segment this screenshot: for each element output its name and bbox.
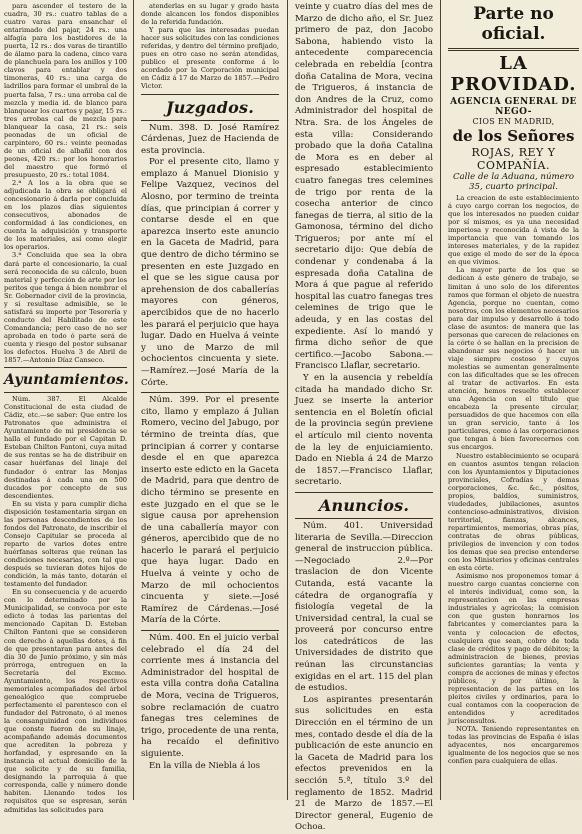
- agency-de: de: [452, 127, 473, 145]
- paragraph: Num. 398. D. José Ramírez Cárdenas, Juez de Hacienda de esta provincia.: [141, 122, 279, 156]
- column-3: [290, 2, 438, 833]
- agency-address: Calle de la Aduana, número 35, cuarto principal.: [452, 172, 574, 192]
- paragraph: La mayor parte de los que se dedican á este género de trabajo, se limitan á uno solo de los diferentes ramos que forman el objeto de nuestra Agencia, porque no cuentan, como nosotros, con los elementos necesarios para dar impulso y desarrollo á todo clase de asuntos: de manera que las personas que carecen de relaciones en la córte ó se hallan en la precision de abandonar sus negocios ó hacer un viaje siempre costoso y cuyos molestias se aumentan generalmente con las dificultades que se les ofrecen al tratar de activarlos. En esta atención, hemos resuelto establecer una Agencia con el título que encabeza la presente circular, persuadidos de que hacemos con ella un gran servicio, tanto á los particulares, como á las corporaciones que tengan á bien favorecernos con sus encargos.: [448, 266, 579, 452]
- paragraph: Núm. 399. Por el presente cito, llamo y emplazo á Julian Romero, vecino del Jabugo, por término de treinta días, que principian á correr y contarse desde el en que aparezca inserto este edicto en la Gaceta de Madrid, para que dentro de dicho término se presente en este juzgado en el que se le sigue causa por aprehension de una caballería mayor con géneros, apercibido que de no hacerlo le parará el perjuicio que haya lugar. Dado en Huelva á veinte y ocho de Marzo de mil ochocientos cincuenta y siete.—José Ramírez de Cárdenas.—José María de la Córte.: [141, 395, 279, 626]
- section-heading-ayuntamientos: Ayuntamientos.: [4, 372, 129, 389]
- column-rule: [133, 0, 134, 800]
- column-4: [443, 2, 579, 796]
- part-title: Parte no oficial.: [473, 4, 554, 44]
- paragraph: Y para que las interesadas puedan hacer sus solicitudes con las condiciones referidas, y dentro del término prefijado, pues en otro caso no serán atendidas, publico el presente conforme á lo acordado por la Corporación municipal en Cádiz á 17 de Marzo de 1857.—Pedro Victor.: [141, 26, 279, 91]
- paragraph: Asimismo nos proponemos tomar á nuestro cargo cuantas concierne con el interés individual, como son, la representacion en las empresas industriales y agrícolas; la comision con que gusten honrarnos los fabricantes y comerciantes para la venta y colocacion de efectos, cualquiera que sean, cobro de toda clase de créditos y pago de débitos; la administracion de bienes, previas suficientes garantías; la venta y compra de acciones de minas y efectos públicos, y por último, la representacion de las partes en los pleitos civiles y ordinarios, para lo cual contamos con la cooperacion de entendidos y acreditados jurisconsultos.: [448, 572, 579, 726]
- paragraph: Núm. 400. En el juicio verbal celebrado el día 24 del corriente mes á instancia del Administrador del hospital de esta villa contra doña Catalina de Mora, vecina de Trigueros, sobre reclamación de cuatro fanegas tres celemines de trigo, procedente de una renta, ha recaído el definitivo siguiente.: [141, 633, 279, 759]
- divider: [141, 630, 279, 631]
- paragraph: Núm. 401. Universidad literaria de Sevilla.—Direccion general de instruccion pública.—Negociado 2.º—Por traslacion de don Vicente Cutanda, está vacante la cátedra de organografía y fisiología vegetal de la Universidad central, la cual se proveerá por concurso entre los catedráticos de las Universidades de distrito que reúnan las circunstancias exigidas en el art. 115 del plan de estudios.: [295, 520, 433, 694]
- paragraph: Y en la ausencia y rebeldía citada ha mandado dicho Sr. Juez se inserte la anterior sentencia en el Boletín oficial de la provincia según previene el artículo mil ciento noventa de la ley de enjuiciamiento. Dado en Niebla á 24 de Marzo de 1857.—Francisco Llaflar, secretario.: [295, 373, 433, 488]
- paragraph: Nuestro establecimiento se ocupará en cuantos asuntos tengan relacion con los Ayuntamientos y Diputaciones provinciales, Cofradías y demas corporaciones, &c. &c., pósitos, propios, baldíos, suministros, viudedades, jubilaciones, asuntos contencioso-administrativos, division territorial, fianzas, alcances, repartimientos, memorias, obras pías, contratas de obras públicas, privilegios de invencion y con todos los demas que sea preciso entenderse con los Ministerios y oficinas centrales en esta córte.: [448, 451, 579, 573]
- paragraph: En su consecuencia y de acuerdo con lo determinado por la Municipalidad, se convoca por este edicto á todas las parientas del mencionado Capitan D. Esteban Chilton Fantoni que se consideren con derecho á aquellas dotes, á fin de que presentaran para antes del día 30 de Junio próximo, y sin más prórroga, entreguen en la Secretaría del Excmo. Ayuntamiento, los respectivos memoriales acompañados del árbol genealógico que compruebe perfectamente el parentesco con el fundador del Patronato, ó al menos la consanguinidad con individuos que conste fueron de su linaje, acompañando además documentos que acrediten la pobreza y horfandad, y espresando en la instancia el actual domicilio de la que solicite y de su familia, designando la parroquia á que corresponda, calle y número donde habiten. Llenando todos los requisitos que se espresan, serán admitidas las solicitudes para: [4, 588, 127, 814]
- paragraph: atenderlas en su lugar y grado hasta donde alcancen los fondos disponibles de la referida fundación.: [141, 2, 279, 27]
- paragraph: Por el presente cito, llamo y emplazo á Manuel Dionisio y Felipe Vazquez, vecinos del Alosno, por termino de treinta días, que principian á correr y contarse desde el en que aparezca inserto este anuncio en la Gaceta de Madrid, para que dentro de dicho término se presenten en este Juzgado en el que se les sigue causa por aprehension de dos caballerías mayores con géneros, apercibidos que de no hacerlo les parará el perjuicio que haya lugar. Dado en Huelva á veinte y uno de Marzo de mil ochocientos cincuenta y siete.—Ramírez.—José María de la Córte.: [141, 157, 279, 388]
- paragraph: Núm. 387. El Alcalde Constitucional de esta ciudad de Cádiz, etc.—se saber: Que entre los Patronatos que administra el Ayuntamiento de mi presidencia se halla el fundado por el Capitan D. Esteban Chilton Fantoni, cuya mitad de sus rentas se ha de distribuir en casar huérfanas del linaje del fundador ó entrar las Monjas destinadas á cada una en 500 ducados por concepto de sus descendientes.: [4, 395, 127, 500]
- section-heading-anuncios: Anuncios.: [318, 495, 410, 515]
- paragraph: Los aspirantes presentarán sus solicitudes en esta Dirección en el término de un mes, contado desde el día de la publicación de este anuncio en la Gaceta de Madrid para los efectos prevenidos en la sección 5.ª, título 3.º del reglamento de 1852. Madrid 21 de Marzo de 1857.—El Director general, Eugenio de Ochoa.: [295, 694, 433, 833]
- section-heading-juzgados: Juzgados.: [165, 97, 255, 117]
- divider: [4, 392, 127, 393]
- divider: [141, 120, 279, 121]
- agency-company: ROJAS, REY Y COMPAÑÍA.: [471, 146, 556, 172]
- paragraph: En la villa de Niebla á los: [149, 760, 261, 771]
- divider: [295, 518, 433, 519]
- divider: [141, 392, 279, 393]
- column-rule: [440, 0, 441, 800]
- paragraph: para ascender el testero de la cuadra, 30 rs.: cuatro tablas de a cuatro varas para ensanchar el entarimado del pajar, 24 rs.: una alfagía para los bastidores de la puerta, 12 rs.: dos varas de tirantillo de álamo para la cadena, cinco vara de planchuela para los anillos y 100 clavos para entablar y dos timoneras, 40 rs.: una carga de ladrillos para formar el umbral de la puerta falsa, 7 rs.: una arroba cal de mezcla y media id. de blanco para blanquear los cuartos y pajar, 15 rs.: tres arrobas cal de mezcla para blanquear la casa, 21 rs.: seis peonadas de un oficial de carpintero, 60 rs.: veinte peonadas de un oficial de albañil con dos peones, 420 rs.: por los honorarios del maestro que formó el presupuesto, 20 rs.: total 1084.: [4, 2, 127, 179]
- agency-line: AGENCIA GENERAL DE NEGO-: [450, 97, 577, 117]
- divider: [141, 94, 279, 95]
- paragraph: 3.ª Concluida que sea la obra dará parte el concesionario, la cual será reconocida de su cálculo, buen material y perfección de arte por los peritos que tenga á bien nombrar el Sr. Gobernador civil de la provincia, y si resultase admisible, se le satisfará su importe por Tesorería y conducto del Habilitado de este Comandancia; pero caso de no ser aprobada en todo ó parte será de cuenta y riesgo del postor subsanar los defectos. Huelva 3 de Abril de 1857.—Antonio Díaz Canseco.: [4, 251, 127, 365]
- paragraph: 2.ª A los a la obra que se adjudicada la obra se obligará el concesionario á darla por concluida en los plazos días siguientes consecutivos, abonados de conformidad á las condiciones, en cuenta la adquisición y transporte de los materiales, así como elegir los operarios.: [4, 179, 127, 252]
- column-1: [4, 2, 131, 814]
- paragraph: veinte y cuatro días del mes de Marzo de dicho año, el Sr. Juez primero de paz, don Jacobo Sabona, habiendo visto la antecedente comparecencia celebrada en rebeldía [contra doña Catalina de Mora, vecina de Trigueros, á instancia de don Andres de la Cruz, como Administrador del hospital de Ntra. Sra. de los Ángeles de esta villa: Considerando probado que la doña Catalina de Mora es en deber al espresado establecimiento cuatro fanegas tres celemines de trigo por renta de la cosecha anterior de cinco fanegas de tierra, al sitio de la Gamonosa, término del dicho Trigueros; por ante mí el secretario dijo: Que debía de condenar y condenaba á la espresada doña Catalina de Mora á que pague al referido hospital las cuatro fanegas tres celemines de trigo que le adeuda, y en las costas del expediente. Así lo mandó y firma dicho señor de que certifico.—Jacobo Sabona.—Francisco Llaflar, secretario.: [295, 2, 433, 372]
- agency-owners: [448, 127, 579, 145]
- paragraph: NOTA. Teniendo representantes en todas las provincias de España é islas adyacentes, nos encargaremos igualmente de los negocios que se nos confíen para cualquiera de ellas.: [448, 725, 579, 766]
- divider: [295, 492, 433, 493]
- agency-title: LA PROVIDAD.: [450, 53, 577, 95]
- agency-senores: los Señores: [477, 127, 575, 145]
- paragraph: En su vista y para cumplir dicha disposición testamentaria sirgan en las personas descendientes de los fondos del Patronato, de inscribir el Consejo Capitular se proceda al reparto de varios dotes entre huérfanas solteras que reúnan las condiciones necesarias, con tal que después se tuvieran dotes hijos de condición, la más tanto, dotarán el testamento del fundador.: [4, 499, 127, 589]
- divider: [4, 367, 127, 368]
- column-2: [136, 2, 284, 796]
- column-rule: [287, 0, 288, 800]
- divider: [448, 48, 579, 51]
- agency-line: CIOS EN MADRID,: [472, 117, 555, 126]
- paragraph: La creacion de este establecimiento á cuyo cargo corran los negocios, de que los interesados no pueden cuidar por sí mismos, es ya una necesidad imperiosa y reconocida á vista de la importancia que van tomando los intereses materiales, y de la rapidez que exige el modo de ser de la época en que vivimos.: [448, 194, 579, 267]
